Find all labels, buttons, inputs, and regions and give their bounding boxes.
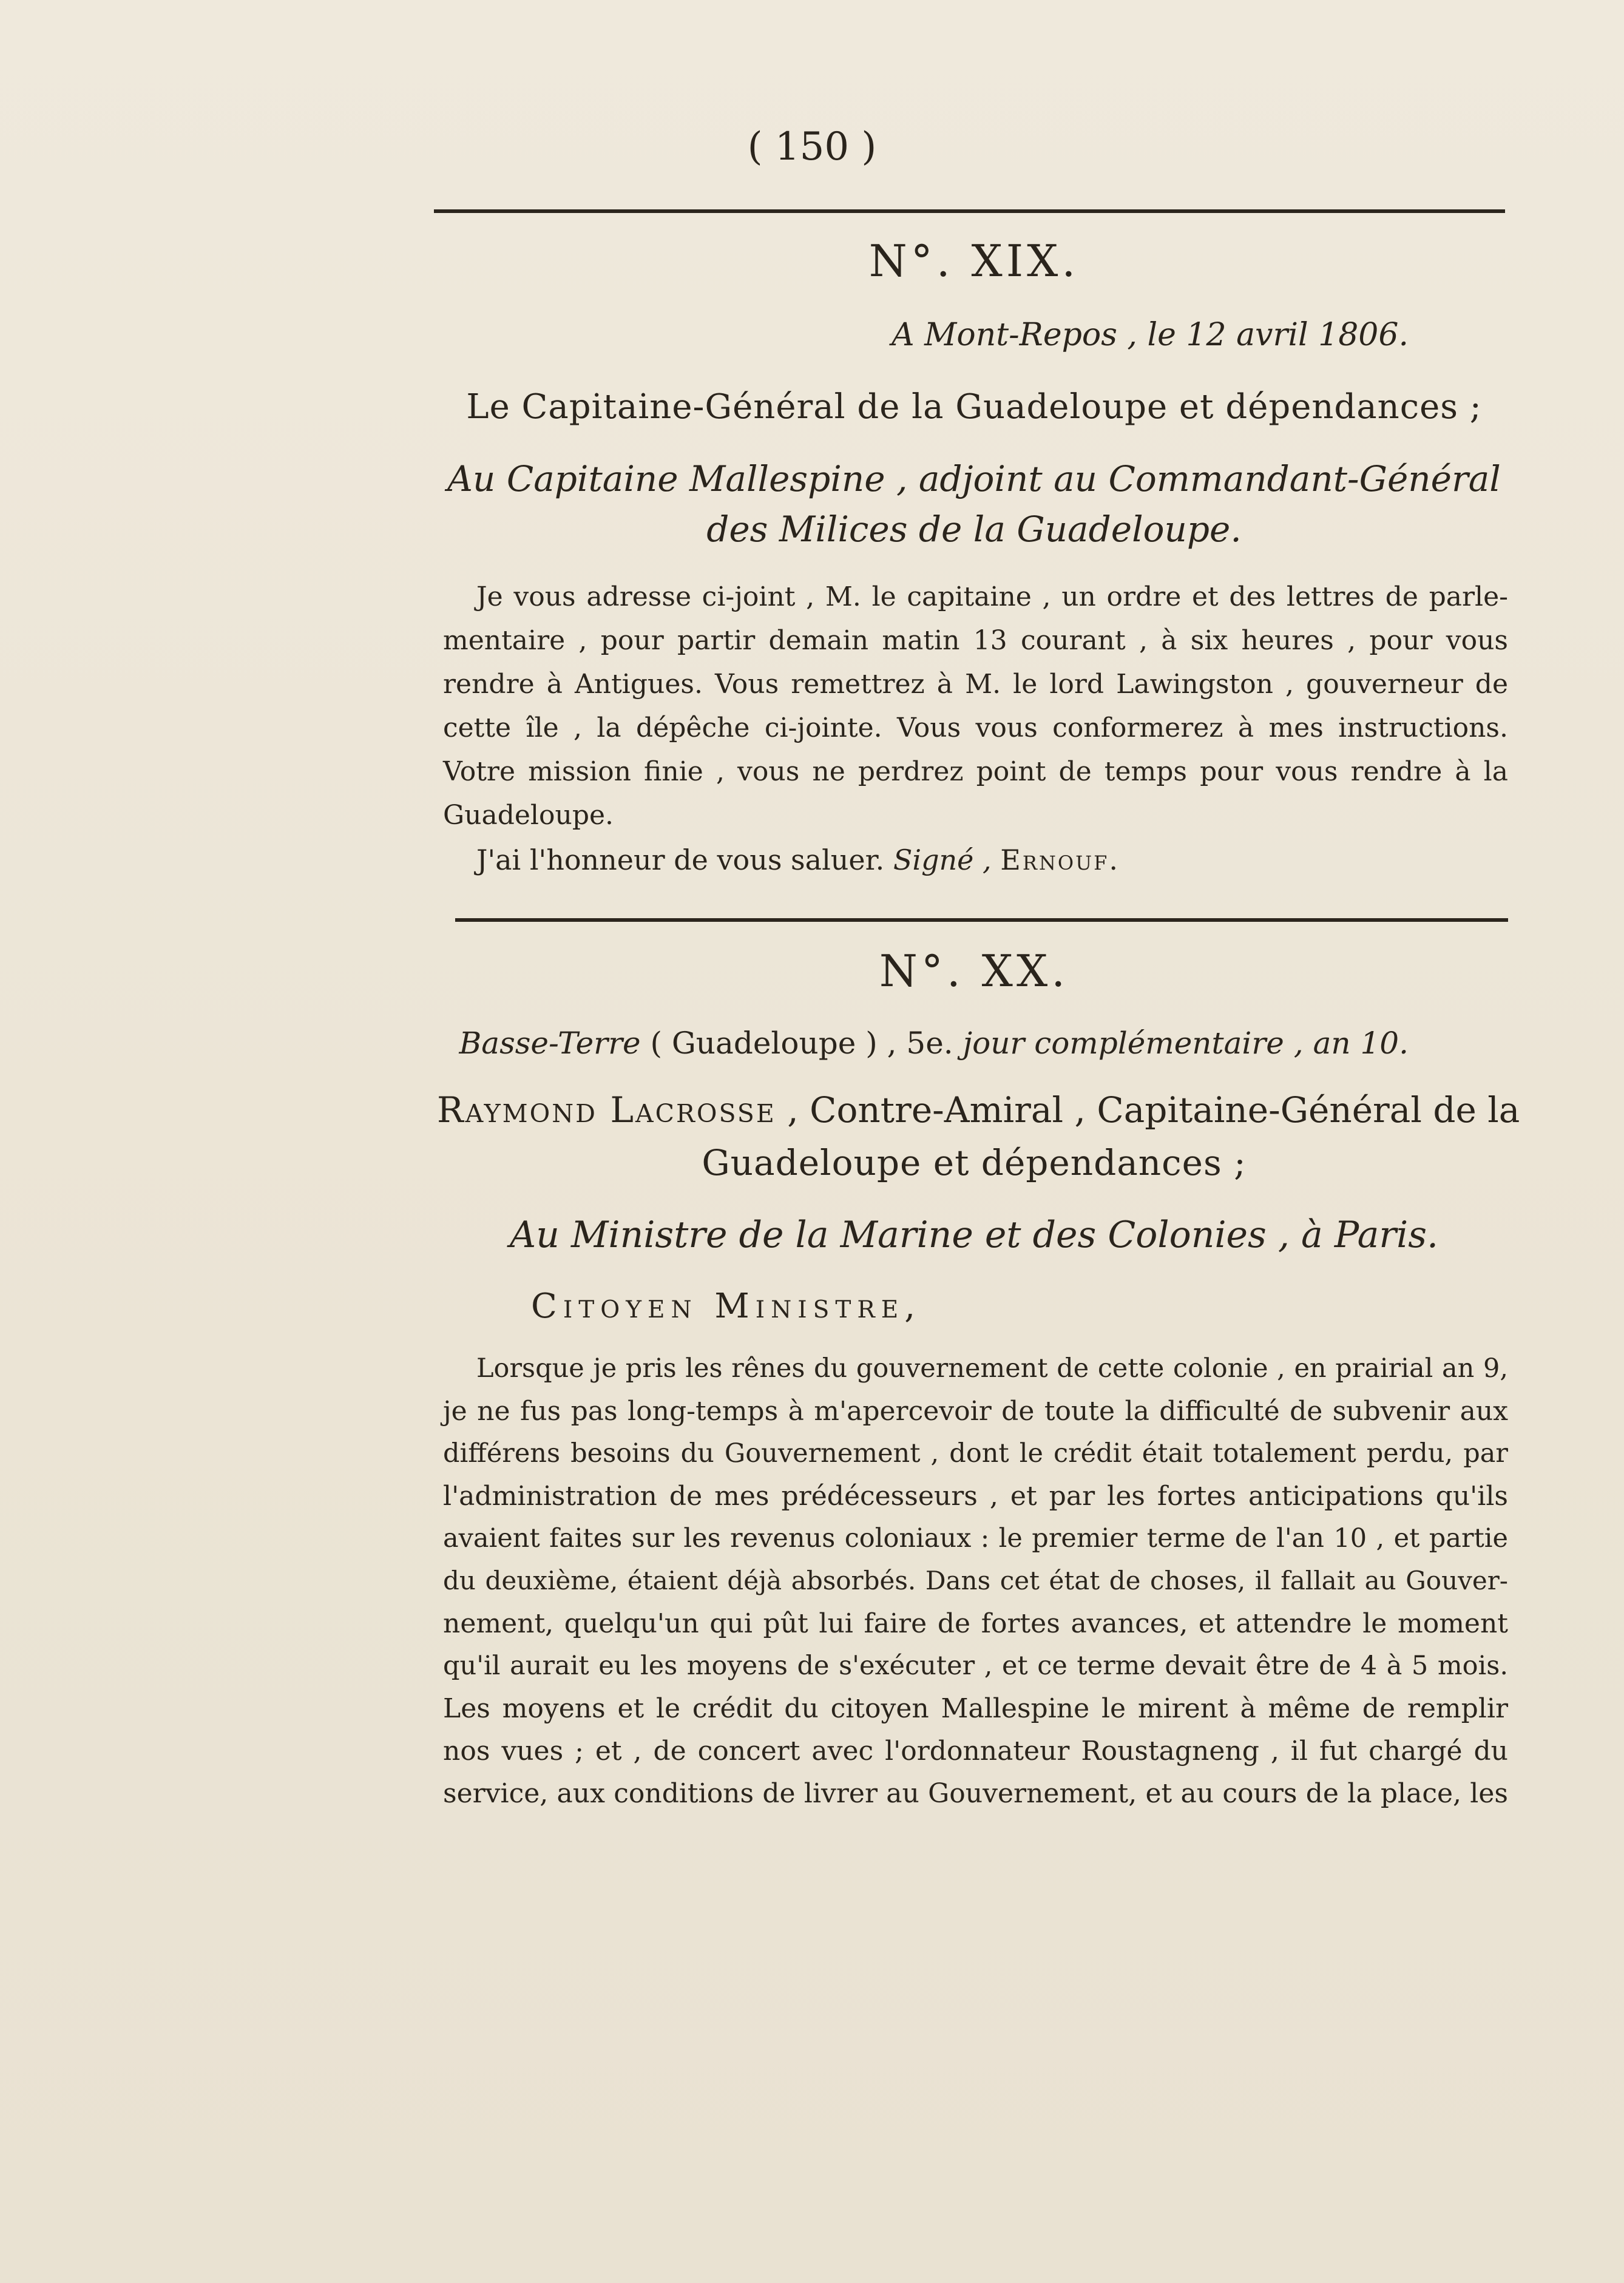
dateline-paren: ( Guadeloupe ) , 5e. bbox=[650, 1026, 953, 1061]
body-line: service, aux conditions de livrer au Gouvernement, et au cours de la place, les bbox=[443, 1778, 1508, 1809]
dateline bbox=[459, 1026, 1409, 1061]
body-line: Les moyens et le crédit du citoyen Mallespine le mirent à même de remplir bbox=[443, 1693, 1508, 1724]
body-line: différens besoins du Gouvernement , dont le crédit était totalement perdu, par bbox=[443, 1438, 1508, 1469]
body-line: je ne fus pas long-temps à m'apercevoir de toute la difficulté de subvenir aux bbox=[443, 1396, 1508, 1427]
section-rule bbox=[434, 209, 1505, 213]
letter-recipient: Au Ministre de la Marine et des Colonies , à Paris. bbox=[509, 1214, 1439, 1256]
letter-sender: Le Capitaine-Général de la Guadeloupe et dépendances ; bbox=[466, 387, 1482, 427]
page-number: ( 150 ) bbox=[747, 124, 877, 169]
sender-title: , Contre-Amiral , Capitaine-Général de la bbox=[787, 1089, 1520, 1131]
body-line: du deuxième, étaient déjà absorbés. Dans cet état de choses, il fallait au Gouver- bbox=[443, 1566, 1508, 1595]
body-line: Votre mission finie , vous ne perdrez point de temps pour vous rendre à la bbox=[443, 756, 1508, 787]
dateline-rest: jour complémentaire , an 10. bbox=[963, 1026, 1409, 1061]
body-line: Lorsque je pris les rênes du gouvernement de cette colonie , en prairial an 9, bbox=[476, 1353, 1508, 1384]
body-line: mentaire , pour partir demain matin 13 courant , à six heures , pour vous bbox=[443, 625, 1508, 656]
section-rule bbox=[455, 918, 1508, 922]
sender-name: Raymond Lacrosse bbox=[437, 1089, 776, 1131]
body-line: qu'il aurait eu les moyens de s'exécuter , et ce terme devait être de 4 à 5 mois. bbox=[443, 1651, 1508, 1681]
letter-number: N°. XIX. bbox=[868, 235, 1080, 286]
letter-sender-line-1 bbox=[437, 1089, 1520, 1131]
body-line: nos vues ; et , de concert avec l'ordonnateur Roustagneng , il fut chargé du bbox=[443, 1736, 1508, 1767]
dateline-place: Basse-Terre bbox=[459, 1026, 641, 1061]
body-line: rendre à Antigues. Vous remettrez à M. le lord Lawingston , gouverneur de bbox=[443, 669, 1508, 700]
body-line: Guadeloupe. bbox=[443, 800, 614, 831]
body-line: cette île , la dépêche ci-jointe. Vous vous conformerez à mes instructions. bbox=[443, 712, 1508, 743]
body-line: nement, quelqu'un qui pût lui faire de fortes avances, et attendre le moment bbox=[443, 1608, 1508, 1639]
body-line: avaient faites sur les revenus coloniaux : le premier terme de l'an 10 , et partie bbox=[443, 1523, 1508, 1554]
closing-line bbox=[476, 844, 1120, 876]
body-line: Je vous adresse ci-joint , M. le capitaine , un ordre et des lettres de parle- bbox=[476, 581, 1508, 612]
signature-name: Ernouf. bbox=[1000, 844, 1120, 876]
letter-sender-line-2: Guadeloupe et dépendances ; bbox=[702, 1142, 1247, 1183]
signed-label: Signé , bbox=[893, 844, 992, 876]
salutation: Citoyen Ministre, bbox=[531, 1287, 922, 1326]
closing-text: J'ai l'honneur de vous saluer. bbox=[476, 844, 885, 876]
dateline: A Mont-Repos , le 12 avril 1806. bbox=[892, 317, 1409, 353]
letter-recipient-line-1: Au Capitaine Mallespine , adjoint au Commandant-Général bbox=[447, 458, 1501, 499]
letter-recipient-line-2: des Milices de la Guadeloupe. bbox=[706, 509, 1242, 550]
letter-number: N°. XX. bbox=[879, 945, 1069, 996]
body-line: l'administration de mes prédécesseurs , et par les fortes anticipations qu'ils bbox=[443, 1481, 1508, 1512]
